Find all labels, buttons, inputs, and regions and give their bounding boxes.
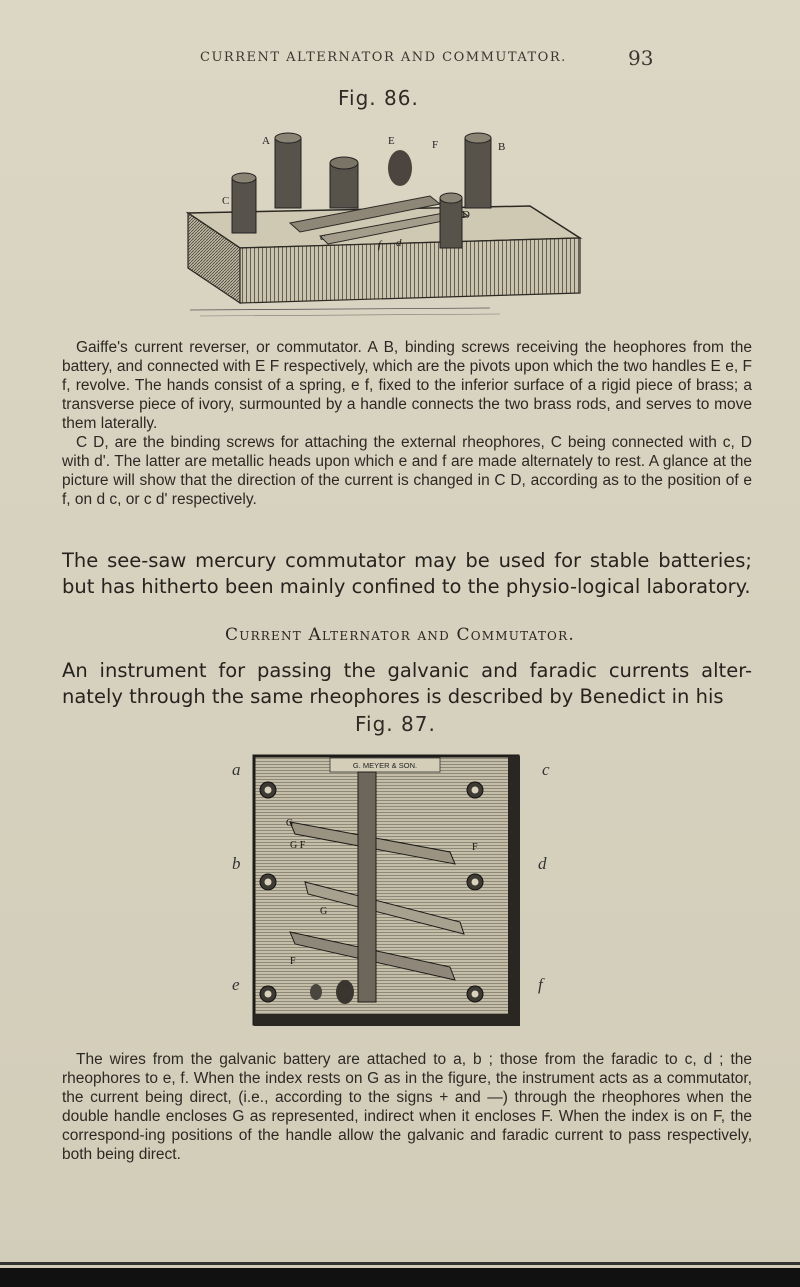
paragraph-instrument-text: An instrument for passing the galvanic and faradic currents alter-nately through the same rheophores is described by Benedict in his [62, 659, 752, 708]
fig87-letter-e: e [232, 975, 240, 994]
fig87-letter-a: a [232, 760, 241, 779]
fig86-letter-d: d [396, 237, 402, 249]
fig87-letter-d: d [538, 854, 547, 873]
fig86-letter-B: B [498, 141, 506, 153]
svg-text:G F: G F [290, 840, 306, 851]
figure-87-illustration [250, 752, 528, 1032]
svg-text:G: G [320, 906, 328, 917]
fig86-letter-E: E [388, 135, 395, 147]
fig87-letter-b: b [232, 854, 241, 873]
section-heading: Current Alternator and Commutator. [225, 625, 575, 645]
figure-87-label: Fig. 87. [355, 712, 436, 736]
figure-86-caption-p2: C D, are the binding screws for attaching the external rheophores, C being connected with c, D with d'. The latter are metallic heads upon which e and f are made alternately to rest. A glance at the picture will show that the direction of the current is changed in C D, according as to the position of e f, on d c, or c d' respectively. [62, 434, 752, 508]
svg-text:F: F [472, 842, 478, 853]
fig86-letter-C: C [222, 195, 230, 207]
paragraph-see-saw-text: The see-saw mercury commutator may be used for stable batteries; but has hitherto been mainly confined to the physio-logical laboratory. [62, 549, 752, 598]
bottom-rule [0, 1262, 800, 1265]
fig87-plate-text: G. MEYER & SON. [352, 761, 418, 770]
fig87-letter-f: f [538, 975, 543, 994]
figure-87-caption-text: The wires from the galvanic battery are attached to a, b ; those from the faradic to c, d ; the rheophores to e, f. When the index rests on G as in the figure, the instrument acts as a commutator, the current being direct, (i.e., according to the signs + and —) through the rheophores when the double handle encloses G as represented, indirect when it encloses F. When the index is on F, the correspond-ing positions of the handle allow the galvanic and faradic current to pass respectively, both being direct. [62, 1051, 752, 1163]
figure-86-caption [62, 338, 752, 509]
svg-text:F: F [290, 956, 296, 967]
fig86-letter-f: f [378, 239, 382, 251]
figure-87-caption [62, 1050, 752, 1164]
fig86-letter-c: c [320, 231, 325, 243]
fig86-letter-D: D [462, 209, 470, 221]
figure-86-caption-p1: Gaiffe's current reverser, or commutator. A B, binding screws receiving the heophores from the battery, and connected with E F respectively, which are the pivots upon which the two handles E e, F f, revolve. The hands consist of a spring, e f, fixed to the inferior surface of a rigid piece of brass; a transverse piece of ivory, surmounted by a handle connects the two brass rods, and serves to move them laterally. [62, 339, 752, 432]
figure-86-label: Fig. 86. [338, 86, 419, 110]
figure-86-illustration [170, 118, 600, 328]
paragraph-instrument [62, 658, 752, 710]
running-header: CURRENT ALTERNATOR AND COMMUTATOR. [200, 50, 567, 65]
bottom-edge [0, 1268, 800, 1287]
paragraph-see-saw [62, 548, 752, 600]
fig86-letter-A: A [262, 135, 270, 147]
fig86-letter-F: F [432, 139, 439, 151]
fig87-letter-c: c [542, 760, 550, 779]
svg-text:G: G [286, 818, 294, 829]
page-number: 93 [628, 46, 654, 70]
